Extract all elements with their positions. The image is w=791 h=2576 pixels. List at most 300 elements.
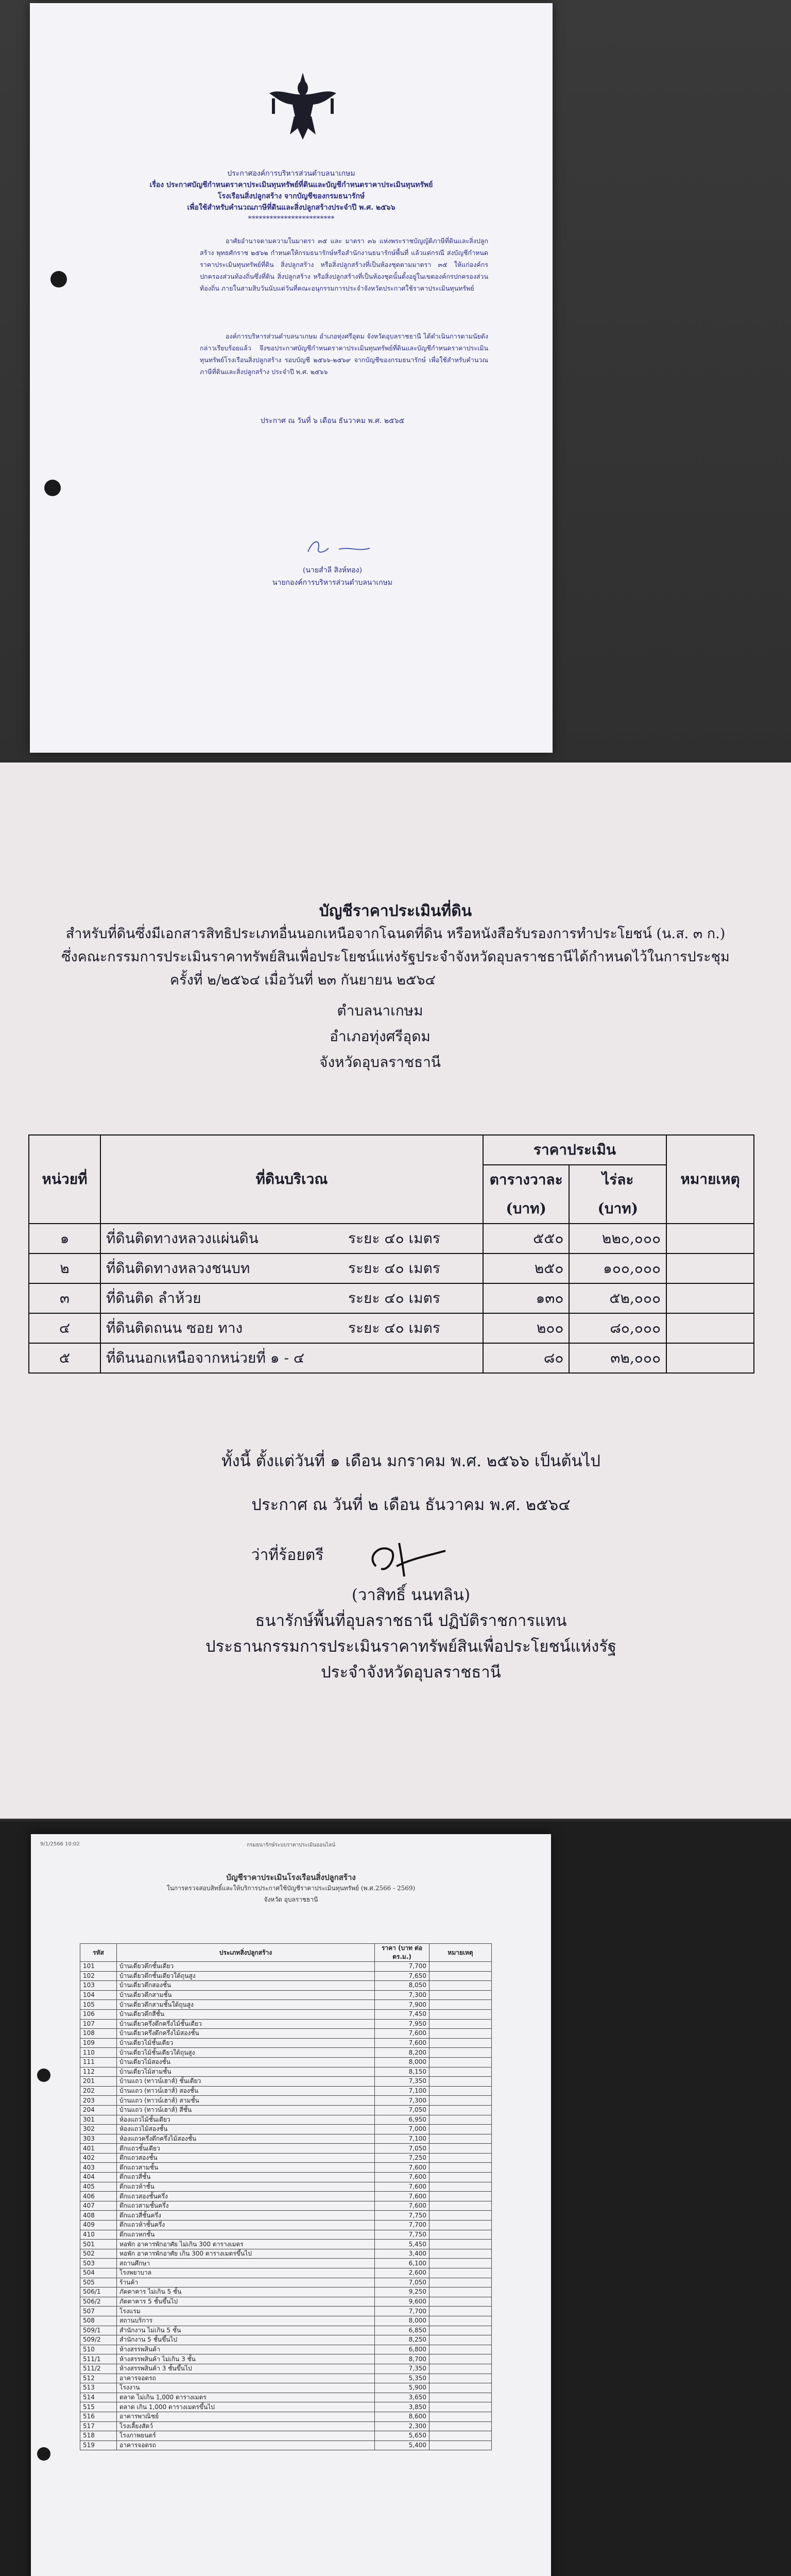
- cell-type: โรงงาน: [117, 2383, 375, 2393]
- announcement-sheet: [30, 3, 553, 753]
- table-row: [80, 2278, 492, 2287]
- cell-price: 7,750: [375, 2230, 429, 2240]
- cell-code: 509/1: [80, 2326, 117, 2335]
- cell-note: [429, 2431, 492, 2441]
- cell-code: 107: [80, 2019, 117, 2029]
- cell-price: 9,250: [375, 2287, 429, 2297]
- cell-note: [429, 2067, 492, 2077]
- cell-code: 103: [80, 1981, 117, 1991]
- cell-note: [429, 2144, 492, 2154]
- cell-price: 2,300: [375, 2421, 429, 2431]
- signer-title-2: ประธานกรรมการประเมินราคาทรัพย์สินเพื่อประโยชน์แห่งรัฐ: [205, 1637, 616, 1656]
- table-row: [80, 2374, 492, 2383]
- cell-code: 202: [80, 2086, 117, 2096]
- punch-hole: [37, 2069, 50, 2082]
- cell-note: [429, 2096, 492, 2106]
- cell-note: [429, 2048, 492, 2058]
- cell-price: 7,100: [375, 2134, 429, 2144]
- cell-price: 5,900: [375, 2383, 429, 2393]
- cell-price: 7,300: [375, 2096, 429, 2106]
- cell-price: 8,150: [375, 2067, 429, 2077]
- cell-code: 101: [80, 1962, 117, 1972]
- cell-note: [429, 2307, 492, 2316]
- cell-price: 7,050: [375, 2105, 429, 2115]
- cell-code: 505: [80, 2278, 117, 2287]
- cell-type: บ้านเดี่ยวครึ่งตึกครึ่งไม้สองชั้น: [117, 2029, 375, 2039]
- table-row: [80, 1981, 492, 1991]
- cell-code: 506/2: [80, 2297, 117, 2307]
- cell-price: 7,350: [375, 2077, 429, 2087]
- cell-price: 7,600: [375, 2029, 429, 2039]
- depth-text: ระยะ ๔๐ เมตร: [348, 1290, 440, 1307]
- cell-note: [429, 2125, 492, 2134]
- cell-type: สำนักงาน ไม่เกิน 5 ชั้น: [117, 2326, 375, 2335]
- effective-date: ทั้งนี้ ตั้งแต่วันที่ ๑ เดือน มกราคม พ.ศ. ๒๕๖๖ เป็นต้นไป: [221, 1452, 600, 1470]
- table-row: [80, 1962, 492, 1972]
- cell-rai: ๘๐,๐๐๐: [569, 1313, 666, 1343]
- print-date: 9/1/2566 10:02: [40, 1841, 80, 1847]
- cell-price: 8,200: [375, 2048, 429, 2058]
- cell-code: 104: [80, 1990, 117, 2000]
- cell-note: [429, 2326, 492, 2335]
- cell-price: 8,000: [375, 2316, 429, 2326]
- cell-type: ร้านค้า: [117, 2278, 375, 2287]
- cell-type: บ้านเดี่ยวไม้ชั้นเดียว: [117, 2038, 375, 2048]
- table-row: [80, 1990, 492, 2000]
- cell-price: 7,100: [375, 2086, 429, 2096]
- cell-note: [429, 2211, 492, 2221]
- cell-note: [429, 2364, 492, 2374]
- cell-code: 409: [80, 2221, 117, 2230]
- cell-price: 7,350: [375, 2364, 429, 2374]
- signer-name: (วาสิทธิ์ นนทลิน): [351, 1586, 471, 1604]
- table-row: [80, 2297, 492, 2307]
- cell-type: หอพัก อาคารพักอาศัย ไม่เกิน 300 ตารางเมตร: [117, 2240, 375, 2249]
- title-divider: ************************: [248, 215, 335, 223]
- location-text: ที่ดินนอกเหนือจากหน่วยที่ ๑ - ๔: [106, 1349, 305, 1366]
- cell-remark: [666, 1343, 754, 1373]
- table-row: [80, 2105, 492, 2115]
- land-subtitle-2: ซึ่งคณะกรรมการประเมินราคาทรัพย์สินเพื่อประโยชน์แห่งรัฐประจำจังหวัดอุบลราชธานีได้กำหนดไว้ในการประชุม: [61, 949, 730, 965]
- cell-note: [429, 2019, 492, 2029]
- cell-note: [429, 2134, 492, 2144]
- cell-type: ตึกแถวห้าชั้น: [117, 2182, 375, 2192]
- cell-sqwa: ๕๕๐: [483, 1224, 570, 1253]
- cell-type: บ้านเดี่ยวครึ่งตึกครึ่งไม้ชั้นเดียว: [117, 2019, 375, 2029]
- cell-note: [429, 2038, 492, 2048]
- cell-type: บ้านเดี่ยวไม้ชั้นเดียวใต้ถุนสูง: [117, 2048, 375, 2058]
- cell-type: ตึกแถวสี่ชั้น: [117, 2173, 375, 2182]
- cell-code: 408: [80, 2211, 117, 2221]
- signer-title-1: ธนารักษ์พื้นที่อุบลราชธานี ปฏิบัติราชการแทน: [255, 1612, 567, 1630]
- cell-type: ห้องแถวครึ่งตึกครึ่งไม้สองชั้น: [117, 2134, 375, 2144]
- cell-type: ห้างสรรพสินค้า: [117, 2345, 375, 2354]
- cell-rai: ๒๒๐,๐๐๐: [569, 1224, 666, 1253]
- cell-remark: [666, 1253, 754, 1283]
- cell-type: บ้านเดี่ยวไม้สามชั้น: [117, 2067, 375, 2077]
- table-row: [80, 2096, 492, 2106]
- cell-type: โรงพยาบาล: [117, 2268, 375, 2278]
- cell-note: [429, 2421, 492, 2431]
- cell-code: 204: [80, 2105, 117, 2115]
- cell-price: 5,350: [375, 2374, 429, 2383]
- table-row: [29, 1224, 754, 1253]
- table-row: [29, 1313, 754, 1343]
- cell-price: 7,700: [375, 1962, 429, 1972]
- cell-price: 7,750: [375, 2211, 429, 2221]
- table-row: [80, 2316, 492, 2326]
- cell-price: 7,600: [375, 2201, 429, 2211]
- table-row: [80, 2153, 492, 2163]
- cell-note: [429, 2230, 492, 2240]
- cell-price: 7,600: [375, 2182, 429, 2192]
- cell-code: 515: [80, 2402, 117, 2412]
- cell-code: 406: [80, 2192, 117, 2201]
- cell-note: [429, 2105, 492, 2115]
- table-row: [80, 2000, 492, 2010]
- cell-type: ตึกแถวหกชั้น: [117, 2230, 375, 2240]
- cell-location: [100, 1343, 483, 1373]
- table-row: [29, 1253, 754, 1283]
- cell-code: 517: [80, 2421, 117, 2431]
- building-price-sheet: [31, 1834, 551, 2576]
- cell-note: [429, 2115, 492, 2125]
- table-row: [80, 2287, 492, 2297]
- cell-type: ตึกแถวสองชั้นครึ่ง: [117, 2192, 375, 2201]
- announcement-date: ประกาศ ณ วันที่ ๒ เดือน ธันวาคม พ.ศ. ๒๕๖๔: [251, 1496, 571, 1514]
- land-price-table: [28, 1134, 754, 1374]
- cell-price: 8,600: [375, 2412, 429, 2421]
- meeting-info: ครั้งที่ ๒/๒๕๖๔ เมื่อวันที่ ๒๓ กันยายน ๒๕๖๔: [170, 972, 436, 988]
- cell-remark: [666, 1283, 754, 1313]
- cell-note: [429, 2009, 492, 2019]
- header-code: รหัส: [80, 1944, 117, 1962]
- cell-code: 501: [80, 2240, 117, 2249]
- cell-type: บ้านแถว (ทาวน์เฮาส์) สามชั้น: [117, 2096, 375, 2106]
- cell-type: ห้องแถวไม้ชั้นเดียว: [117, 2115, 375, 2125]
- cell-code: 105: [80, 2000, 117, 2010]
- cell-price: 5,650: [375, 2431, 429, 2441]
- location-text: ที่ดินติดทางหลวงชนบท: [106, 1260, 250, 1277]
- cell-type: โรงเลี้ยงสัตว์: [117, 2421, 375, 2431]
- cell-price: 8,000: [375, 2057, 429, 2067]
- cell-price: 7,600: [375, 2163, 429, 2173]
- table-row: [80, 2029, 492, 2039]
- cell-price: 7,300: [375, 1990, 429, 2000]
- table-row: [80, 2345, 492, 2354]
- table-row: [80, 2201, 492, 2211]
- cell-code: 506/1: [80, 2287, 117, 2297]
- cell-note: [429, 2335, 492, 2345]
- signature-icon: [293, 534, 396, 560]
- table-row: [80, 2364, 492, 2374]
- table-row: [80, 2421, 492, 2431]
- cell-note: [429, 2182, 492, 2192]
- cell-note: [429, 2383, 492, 2393]
- table-row: [80, 2038, 492, 2048]
- cell-type: สถานศึกษา: [117, 2259, 375, 2268]
- cell-note: [429, 2278, 492, 2287]
- cell-code: 511/1: [80, 2354, 117, 2364]
- cell-note: [429, 1971, 492, 1981]
- signature-icon: [360, 1535, 448, 1584]
- table-row: [80, 2326, 492, 2335]
- garuda-emblem-icon: [264, 67, 341, 145]
- photo-page-1: [0, 0, 791, 760]
- building-price-table: [80, 1943, 492, 2450]
- cell-note: [429, 2000, 492, 2010]
- announcement-title-4: เพื่อใช้สำหรับคำนวณภาษีที่ดินและสิ่งปลูกสร้างประจำปี พ.ศ. ๒๕๖๖: [187, 204, 396, 212]
- table-row: [80, 2383, 492, 2393]
- table-row: [80, 2268, 492, 2278]
- header-location: ที่ดินบริเวณ: [100, 1135, 483, 1224]
- cell-price: 7,600: [375, 2173, 429, 2182]
- table-row: [80, 2211, 492, 2221]
- cell-code: 405: [80, 2182, 117, 2192]
- cell-price: 7,600: [375, 2192, 429, 2201]
- cell-note: [429, 1990, 492, 2000]
- cell-type: หอพัก อาคารพักอาศัย เกิน 300 ตารางเมตรขึ้นไป: [117, 2249, 375, 2259]
- table-row: [80, 2086, 492, 2096]
- cell-code: 503: [80, 2259, 117, 2268]
- cell-note: [429, 2249, 492, 2259]
- cell-location: [100, 1283, 483, 1313]
- cell-note: [429, 1981, 492, 1991]
- cell-price: 8,700: [375, 2354, 429, 2364]
- signer-name: (นายสำลี สิงห์ทอง): [302, 566, 363, 574]
- table-row: [80, 1971, 492, 1981]
- paragraph-1: อาศัยอำนาจตามความในมาตรา ๓๕ และ มาตรา ๓๖ แห่งพระราชบัญญัติภาษีที่ดินและสิ่งปลูกสร้าง พุทธศักราช ๒๕๖๒ กำหนดให้กรมธนารักษ์หรือสำนักงานธนารักษ์พื้นที่ แล้วแต่กรณี ส่งบัญชีกำหนดราคาประเมินทุนทรัพย์ที่ดิน สิ่งปลูกสร้าง หรือสิ่งปลูกสร้างที่เป็นห้องชุดตามมาตรา ๓๕ ให้แก่องค์กรปกครองส่วนท้องถิ่นซึ่งที่ดิน สิ่งปลูกสร้าง หรือสิ่งปลูกสร้างที่เป็นห้องชุดนั้นตั้งอยู่ในเขตองค์กรปกครองส่วนท้องถิ่น ภายในสามสิบวันนับแต่วันที่คณะอนุกรรมการประจำจังหวัดประกาศใช้ราคาประเมินทุนทรัพย์: [200, 237, 488, 292]
- punch-hole: [37, 2447, 50, 2461]
- cell-code: 401: [80, 2144, 117, 2154]
- cell-price: 7,700: [375, 2221, 429, 2230]
- cell-code: 511/2: [80, 2364, 117, 2374]
- cell-code: 510: [80, 2345, 117, 2354]
- header-baht: (บาท): [483, 1194, 570, 1224]
- cell-note: [429, 2393, 492, 2402]
- cell-price: 3,400: [375, 2249, 429, 2259]
- cell-code: 502: [80, 2249, 117, 2259]
- table-row: [80, 2307, 492, 2316]
- cell-type: สำนักงาน 5 ชั้นขึ้นไป: [117, 2335, 375, 2345]
- cell-note: [429, 2287, 492, 2297]
- cell-price: 3,850: [375, 2402, 429, 2412]
- table-row: [80, 2402, 492, 2412]
- cell-type: ตึกแถวสามชั้น: [117, 2163, 375, 2173]
- location-text: ที่ดินติดทางหลวงแผ่นดิน: [106, 1230, 259, 1247]
- cell-unit: ๔: [29, 1313, 100, 1343]
- cell-note: [429, 2201, 492, 2211]
- cell-sqwa: ๒๐๐: [483, 1313, 570, 1343]
- cell-note: [429, 2412, 492, 2421]
- cell-location: [100, 1253, 483, 1283]
- cell-note: [429, 2029, 492, 2039]
- cell-type: บ้านเดี่ยวตึกสามชั้น: [117, 1990, 375, 2000]
- cell-price: 9,600: [375, 2297, 429, 2307]
- cell-code: 407: [80, 2201, 117, 2211]
- cell-type: ห้างสรรพสินค้า ไม่เกิน 3 ชั้น: [117, 2354, 375, 2364]
- cell-type: บ้านเดี่ยวตึกชั้นเดียว: [117, 1962, 375, 1972]
- cell-price: 7,700: [375, 2307, 429, 2316]
- cell-code: 302: [80, 2125, 117, 2134]
- table-row: [80, 2221, 492, 2230]
- cell-code: 404: [80, 2173, 117, 2182]
- cell-sqwa: ๘๐: [483, 1343, 570, 1373]
- table-row: [80, 2048, 492, 2058]
- cell-code: 301: [80, 2115, 117, 2125]
- cell-note: [429, 2153, 492, 2163]
- header-per-sqwa: ตารางวาละ: [483, 1165, 570, 1194]
- cell-note: [429, 2221, 492, 2230]
- cell-code: 513: [80, 2383, 117, 2393]
- table-row: [80, 2009, 492, 2019]
- cell-unit: ๕: [29, 1343, 100, 1373]
- cell-type: ห้องแถวไม้สองชั้น: [117, 2125, 375, 2134]
- subdistrict: ตำบลนาเกษม: [337, 1002, 423, 1019]
- cell-sqwa: ๑๓๐: [483, 1283, 570, 1313]
- table-row: [80, 2393, 492, 2402]
- cell-code: 509/2: [80, 2335, 117, 2345]
- cell-note: [429, 2173, 492, 2182]
- cell-note: [429, 2402, 492, 2412]
- cell-type: ภัตตาคาร ไม่เกิน 5 ชั้น: [117, 2287, 375, 2297]
- depth-text: ระยะ ๔๐ เมตร: [348, 1230, 440, 1247]
- cell-code: 519: [80, 2441, 117, 2450]
- cell-code: 109: [80, 2038, 117, 2048]
- cell-type: ตึกแถวสามชั้นครึ่ง: [117, 2201, 375, 2211]
- cell-type: ตึกแถวสี่ชั้นครึ่ง: [117, 2211, 375, 2221]
- announcement-title-2: เรื่อง ประกาศบัญชีกำหนดราคาประเมินทุนทรัพย์ที่ดินและบัญชีกำหนดราคาประเมินทุนทรัพย์: [149, 181, 433, 189]
- table-row: [80, 2144, 492, 2154]
- header-type: ประเภทสิ่งปลูกสร้าง: [117, 1944, 375, 1962]
- cell-note: [429, 2163, 492, 2173]
- cell-type: ตึกแถวสองชั้น: [117, 2153, 375, 2163]
- table-row: [80, 2431, 492, 2441]
- cell-price: 3,650: [375, 2393, 429, 2402]
- cell-price: 6,800: [375, 2345, 429, 2354]
- cell-type: บ้านเดี่ยวตึกสองชั้น: [117, 1981, 375, 1991]
- cell-note: [429, 2374, 492, 2383]
- cell-type: ตึกแถวห้าชั้นครึ่ง: [117, 2221, 375, 2230]
- cell-code: 410: [80, 2230, 117, 2240]
- header-note: หมายเหตุ: [429, 1944, 492, 1962]
- header-per-rai: ไร่ละ: [569, 1165, 666, 1194]
- cell-sqwa: ๒๕๐: [483, 1253, 570, 1283]
- cell-note: [429, 2268, 492, 2278]
- cell-code: 514: [80, 2393, 117, 2402]
- cell-note: [429, 2192, 492, 2201]
- cell-unit: ๑: [29, 1224, 100, 1253]
- announcement-title-1: ประกาศองค์การบริหารส่วนตำบลนาเกษม: [227, 170, 355, 178]
- cell-type: โรงแรม: [117, 2307, 375, 2316]
- cell-type: สถานบริการ: [117, 2316, 375, 2326]
- cell-type: ตึกแถวชั้นเดียว: [117, 2144, 375, 2154]
- cell-note: [429, 2240, 492, 2249]
- cell-note: [429, 2077, 492, 2087]
- land-subtitle-1: สำหรับที่ดินซึ่งมีเอกสารสิทธิประเภทอื่นนอกเหนือจากโฉนดที่ดิน หรือหนังสือรับรองการทำประโยชน์ (น.ส. ๓ ก.): [65, 926, 726, 942]
- table-row: [80, 2259, 492, 2268]
- cell-price: 7,450: [375, 2009, 429, 2019]
- header-remark: หมายเหตุ: [666, 1135, 754, 1224]
- table-row: [80, 2335, 492, 2345]
- depth-text: ระยะ ๔๐ เมตร: [348, 1319, 440, 1336]
- cell-price: 5,450: [375, 2240, 429, 2249]
- cell-code: 111: [80, 2057, 117, 2067]
- cell-type: อาคารจอดรถ: [117, 2374, 375, 2383]
- cell-type: บ้านเดี่ยวไม้สองชั้น: [117, 2057, 375, 2067]
- building-table-subtitle: ในการตรวจสอบสิทธิ์และให้บริการประกาศใช้บัญชีราคาประเมินทุนทรัพย์ (พ.ศ.2566 - 2569): [166, 1885, 416, 1892]
- cell-price: 8,250: [375, 2335, 429, 2345]
- cell-location: [100, 1313, 483, 1343]
- print-header: กรมธนารักษ์ระบบราคาประเมินออนไลน์: [246, 1842, 336, 1848]
- cell-price: 6,850: [375, 2326, 429, 2335]
- district: อำเภอทุ่งศรีอุดม: [330, 1028, 431, 1045]
- photo-page-3: [0, 1821, 791, 2576]
- punch-hole: [50, 271, 67, 287]
- cell-type: ตลาด ไม่เกิน 1,000 ตารางเมตร: [117, 2393, 375, 2402]
- cell-price: 7,050: [375, 2144, 429, 2154]
- cell-location: [100, 1224, 483, 1253]
- cell-price: 6,100: [375, 2259, 429, 2268]
- paragraph-2: องค์การบริหารส่วนตำบลนาเกษม อำเภอทุ่งศรีอุดม จังหวัดอุบลราชธานี ได้ดำเนินการตามนัยดังกล่าวเรียบร้อยแล้ว จึงขอประกาศบัญชีกำหนดราคาประเมินทุนทรัพย์ที่ดินและบัญชีกำหนดราคาประเมินทุนทรัพย์โรงเรือนสิ่งปลูกสร้าง รอบบัญชี ๒๕๖๖-๒๕๖๙ จากบัญชีของกรมธนารักษ์ เพื่อใช้สำหรับคำนวณภาษีที่ดินและสิ่งปลูกสร้าง ประจำปี พ.ศ. ๒๕๖๖: [200, 332, 488, 376]
- table-row: [80, 2173, 492, 2182]
- table-row: [80, 2249, 492, 2259]
- header-unit: หน่วยที่: [29, 1135, 100, 1224]
- table-row: [80, 2441, 492, 2450]
- cell-rai: ๓๒,๐๐๐: [569, 1343, 666, 1373]
- cell-code: 303: [80, 2134, 117, 2144]
- table-row: [80, 2115, 492, 2125]
- location-text: ที่ดินติดถนน ซอย ทาง: [106, 1319, 243, 1336]
- cell-type: บ้านแถว (ทาวน์เฮาส์) สี่ชั้น: [117, 2105, 375, 2115]
- cell-code: 112: [80, 2067, 117, 2077]
- cell-note: [429, 2297, 492, 2307]
- cell-price: 7,000: [375, 2125, 429, 2134]
- cell-price: 7,600: [375, 2038, 429, 2048]
- province: จังหวัดอุบลราชธานี: [319, 1054, 441, 1071]
- announcement-date: ประกาศ ณ วันที่ ๖ เดือน ธันวาคม พ.ศ. ๒๕๖๕: [260, 417, 405, 425]
- cell-type: บ้านแถว (ทาวน์เฮาส์) สองชั้น: [117, 2086, 375, 2096]
- cell-type: บ้านเดี่ยวตึกสามชั้นใต้ถุนสูง: [117, 2000, 375, 2010]
- table-row: [80, 2057, 492, 2067]
- cell-note: [429, 2057, 492, 2067]
- table-row: [80, 2182, 492, 2192]
- cell-unit: ๓: [29, 1283, 100, 1313]
- cell-price: 2,600: [375, 2268, 429, 2278]
- punch-hole: [44, 480, 61, 496]
- cell-price: 7,050: [375, 2278, 429, 2287]
- cell-type: ภัตตาคาร 5 ชั้นขึ้นไป: [117, 2297, 375, 2307]
- cell-code: 504: [80, 2268, 117, 2278]
- photo-page-2: [0, 762, 791, 1819]
- cell-remark: [666, 1224, 754, 1253]
- cell-type: บ้านเดี่ยวตึกชั้นเดียวใต้ถุนสูง: [117, 1971, 375, 1981]
- announcement-title-3: โรงเรือนสิ่งปลูกสร้าง จากบัญชีของกรมธนารักษ์: [217, 192, 365, 200]
- cell-rai: ๑๐๐,๐๐๐: [569, 1253, 666, 1283]
- cell-price: 7,900: [375, 2000, 429, 2010]
- cell-note: [429, 2345, 492, 2354]
- cell-remark: [666, 1313, 754, 1343]
- cell-code: 108: [80, 2029, 117, 2039]
- cell-price: 6,950: [375, 2115, 429, 2125]
- cell-type: อาคารจอดรถ: [117, 2441, 375, 2450]
- cell-note: [429, 2259, 492, 2268]
- header-price: ราคาประเมิน: [483, 1135, 666, 1165]
- cell-rai: ๕๒,๐๐๐: [569, 1283, 666, 1313]
- building-province: จังหวัด อุบลราชธานี: [264, 1896, 318, 1903]
- table-row: [80, 2163, 492, 2173]
- cell-type: โรงภาพยนตร์: [117, 2431, 375, 2441]
